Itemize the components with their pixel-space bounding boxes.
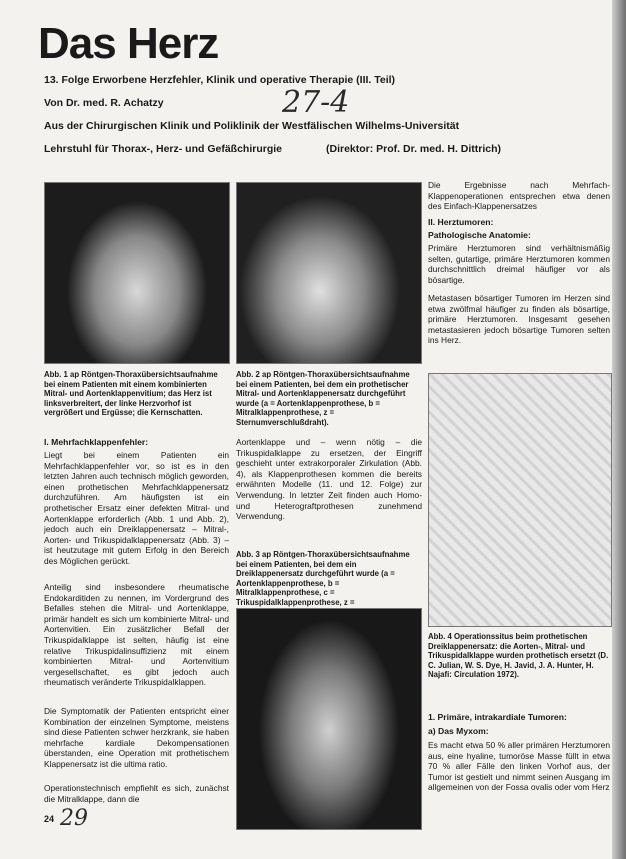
page-binding-shadow (612, 0, 626, 859)
handwritten-page-annotation: 29 (60, 806, 88, 831)
xray-image-3 (236, 608, 422, 830)
figure-4-caption: Abb. 4 Operationssitus beim prothetischen Dreiklappenersatz: die Aorten-, Mitral- und Trikuspidalklappe wurden prothetisch ersetzt (D. C. Julian, W. S. Dye, H. Javid, J. A. Hunter, H. Najafi: Circulation 1972). (428, 632, 609, 680)
col2-paragraph-1: Aortenklappe und – wenn nötig – die Trikuspidalklappe zu ersetzen, der Eingriff geschieht unter extrakorporaler Zirkulation (Abb. 4), als Klappenprothesen kommen die bereits erwähnten Modelle (11. und 12. Folge) zur Verwendung. In letzter Zeit finden auch Homo- und Heterograftprothesen zunehmend Verwendung. (236, 437, 422, 522)
author-line: Von Dr. med. R. Achatzy (44, 97, 164, 109)
col1-paragraph-1: Liegt bei einem Patienten ein Mehrfachklappenfehler vor, so ist es in den letzten Jahren auch technisch möglich geworden, einen prothetischen Mehrfachklappenersatz durchzuführen. Am häufigsten ist ein prothetischer Ersatz einer defekten Mitral- und Aortenklappe erforderlich (Abb. 1 und Abb. 2), jedoch auch ein Dreiklappenersatz – Mitral-, Aorten- und Trikuspidalklappenersatz (Abb. 3) – ist heutzutage mit gutem Erfolg in den Bereich des Möglichen gerückt. (44, 450, 229, 566)
page-number: 24 (44, 814, 55, 824)
xray-image-2 (236, 182, 422, 364)
director-line: (Direktor: Prof. Dr. med. H. Dittrich) (326, 143, 502, 155)
col3-paragraph-2: Primäre Herztumoren sind verhältnismäßig selten, gutartige, primäre Herztumoren kommen durchschnittlich dreimal häufiger vor als bösartige. (428, 243, 610, 285)
institution-line: Aus der Chirurgischen Klinik und Poliklinik der Westfälischen Wilhelms-Universität (44, 120, 460, 132)
col1-paragraph-2: Anteilig sind insbesondere rheumatische Endokarditiden zu nennen, im Vordergrund des Befalles stehen die Mitral- und Aortenklappe, primär handelt es sich um kombinierte Mitral- und Aortenvitien. Ein zusätzlicher Befall der Trikuspidalklappe ist selten, häufig ist eine relative Trikuspidalinsuffizienz mit einem kombinierten Mitral- und Aortenvitium vergesellschaftet, es gibt jedoch auch rheumatisch veränderte Trikuspidalklappen. (44, 582, 229, 688)
figure-3-caption: Abb. 3 ap Röntgen-Thoraxübersichtsaufnahme bei einem Patienten, bei dem ein Dreiklappenersatz durchgeführt wurde (a = Aortenklappenprothese, b = Mitralklappenprothese, c = Trikuspidalklappenprothese, z = (236, 550, 410, 607)
col3-paragraph-4: Es macht etwa 50 % aller primären Herztumoren aus, eine hyaline, tumoröse Masse füllt in etwa 70 % aller Fälle den linken Vorhof aus, der Tumor ist gestielt und nimmt seinen Ausgang im allgemeinen von der Fossa ovalis oder vom Herz (428, 740, 610, 793)
section-heading-tumors: II. Herztumoren: (428, 217, 494, 227)
subheading-myxoma: a) Das Myxom: (428, 726, 489, 736)
surgical-diagram-image (428, 373, 612, 627)
article-title: Das Herz (38, 19, 219, 68)
col3-paragraph-3: Metastasen bösartiger Tumoren im Herzen sind etwa zwölfmal häufiger zu finden als bösartige, primäre Herztumoren. Insgesamt gesehen metastasieren jedoch bösartige Tumoren selten ins Herz. (428, 293, 610, 346)
figure-2-caption: Abb. 2 ap Röntgen-Thoraxübersichtsaufnahme bei einem Patienten, bei dem ein prothetischer Mitral- und Aortenklappenersatz durchgeführt wurde (a = Aortenklappenprothese, b = Mitralklappenprothese, z = Sternumverschlußdraht). (236, 370, 410, 427)
series-line: 13. Folge Erworbene Herzfehler, Klinik und operative Therapie (III. Teil) (44, 74, 396, 86)
figure-1-caption: Abb. 1 ap Röntgen-Thoraxübersichtsaufnahme bei einem Patienten mit einem kombinierten Mitral- und Aortenklappenvitium; das Herz ist linksverbreitert, der linke Herzvorhof ist vergrößert und Ergüsse; die Kernschatten. (44, 370, 218, 418)
section-heading-multivalve: I. Mehrfachklappenfehler: (44, 437, 149, 447)
subheading-primary-tumors: 1. Primäre, intrakardiale Tumoren: (428, 712, 567, 722)
col1-paragraph-4: Operationstechnisch empfiehlt es sich, zunächst die Mitralklappe, dann die (44, 783, 229, 804)
handwritten-annotation: 27-4 (282, 85, 350, 120)
department-line: Lehrstuhl für Thorax-, Herz- und Gefäßchirurgie (44, 143, 283, 155)
subheading-pathology: Pathologische Anatomie: (428, 230, 531, 240)
col3-paragraph-1: Die Ergebnisse nach Mehrfach-Klappenoperationen entsprechen etwa denen des Einfach-Klappenersatzes (428, 180, 610, 212)
xray-image-1 (44, 182, 230, 364)
col1-paragraph-3: Die Symptomatik der Patienten entspricht einer Kombination der einzelnen Symptome, meistens sind diese Patienten schwer herzkrank, sie haben mehrfache kardiale Dekompensationen überstanden, eine Operation mit prothetischem Klappenersatz ist die ultima ratio. (44, 706, 229, 769)
